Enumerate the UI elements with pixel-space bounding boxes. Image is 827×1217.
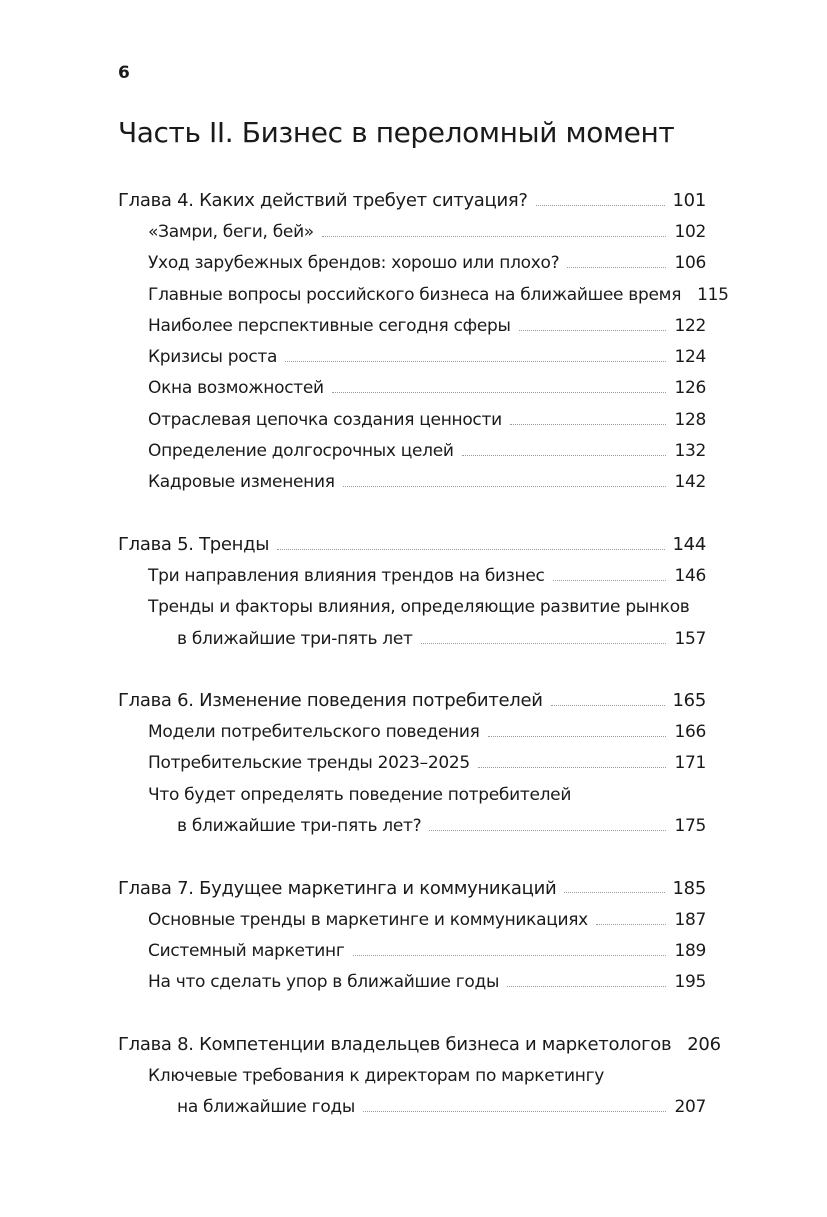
toc-entry-continuation[interactable]: [118, 623, 706, 654]
chapter-gap: [118, 842, 706, 873]
entry-label: Отраслевая цепочка создания ценности: [148, 409, 502, 430]
toc-entry-continuation[interactable]: [118, 1091, 706, 1122]
chapter-title: Глава 5. Тренды: [118, 534, 270, 556]
page-ref: 146: [674, 565, 706, 586]
toc-chapter-8[interactable]: [118, 1029, 721, 1060]
page-ref: 207: [674, 1097, 706, 1118]
toc-entry[interactable]: [118, 967, 706, 998]
dot-leader: [421, 643, 667, 644]
page-ref: 102: [674, 221, 706, 242]
dot-leader: [322, 236, 667, 237]
page-ref: 106: [674, 253, 706, 274]
page-ref: 157: [674, 628, 706, 649]
page-ref: 122: [674, 315, 706, 336]
dot-leader: [343, 486, 667, 487]
toc-entry[interactable]: [118, 467, 706, 498]
entry-label: Основные тренды в маркетинге и коммуникациях: [148, 909, 588, 930]
toc-entry[interactable]: [118, 248, 706, 279]
dot-leader: [564, 892, 664, 893]
dot-leader: [277, 549, 664, 550]
dot-leader: [332, 392, 667, 393]
page-number: 6: [118, 63, 130, 83]
chapter-gap: [118, 654, 706, 685]
dot-leader: [596, 924, 666, 925]
chapter-gap: [118, 998, 706, 1029]
dot-leader: [353, 955, 667, 956]
toc-entry[interactable]: [118, 279, 729, 310]
chapter-title: Глава 4. Каких действий требует ситуация?: [118, 190, 528, 212]
entry-label: Кризисы роста: [148, 347, 278, 368]
page-ref: 128: [674, 409, 706, 430]
dot-leader: [507, 986, 666, 987]
entry-label-continuation: на ближайшие годы: [177, 1097, 355, 1118]
toc-entry[interactable]: [118, 435, 706, 466]
part-title: Часть II. Бизнес в переломный момент: [118, 116, 675, 149]
entry-label: Системный маркетинг: [148, 940, 345, 961]
chapter-title: Глава 8. Компетенции владельцев бизнеса и маркетологов: [118, 1033, 672, 1055]
dot-leader: [462, 455, 667, 456]
entry-label: Три направления влияния трендов на бизнес: [148, 565, 545, 586]
page-ref: 126: [674, 378, 706, 399]
toc-entry[interactable]: [118, 592, 706, 623]
entry-label-continuation: в ближайшие три-пять лет: [177, 628, 413, 649]
toc-chapter-7[interactable]: [118, 873, 706, 904]
toc-chapter-6[interactable]: [118, 685, 706, 716]
dot-leader: [567, 267, 666, 268]
toc-entry[interactable]: [118, 216, 706, 247]
dot-leader: [488, 736, 667, 737]
page-ref: 187: [674, 909, 706, 930]
page-ref: 101: [672, 190, 706, 212]
table-of-contents: [118, 185, 729, 1123]
entry-label: Уход зарубежных брендов: хорошо или плохо?: [148, 253, 560, 274]
page-ref: 115: [697, 284, 729, 305]
entry-label: На что сделать упор в ближайшие годы: [148, 972, 500, 993]
dot-leader: [478, 767, 667, 768]
toc-entry[interactable]: [118, 373, 706, 404]
toc-entry[interactable]: [118, 779, 706, 810]
entry-label: Наиболее перспективные сегодня сферы: [148, 315, 511, 336]
page-ref: 165: [672, 690, 706, 712]
entry-label: Окна возможностей: [148, 378, 324, 399]
page-ref: 185: [672, 877, 706, 899]
toc-entry[interactable]: [118, 341, 706, 372]
dot-leader: [536, 205, 665, 206]
chapter-title: Глава 7. Будущее маркетинга и коммуникаций: [118, 877, 557, 899]
entry-label-continuation: в ближайшие три-пять лет?: [177, 815, 422, 836]
page-ref: 142: [674, 472, 706, 493]
toc-chapter-4[interactable]: [118, 185, 706, 216]
toc-entry[interactable]: [118, 560, 706, 591]
entry-label: Модели потребительского поведения: [148, 722, 480, 743]
toc-entry-continuation[interactable]: [118, 810, 706, 841]
toc-entry[interactable]: [118, 716, 706, 747]
toc-chapter-5[interactable]: [118, 529, 706, 560]
entry-label: Главные вопросы российского бизнеса на ближайшее время: [148, 284, 682, 305]
toc-entry[interactable]: [118, 904, 706, 935]
page-ref: 171: [674, 753, 706, 774]
dot-leader: [363, 1111, 666, 1112]
page-ref: 124: [674, 347, 706, 368]
page-ref: 206: [687, 1033, 721, 1055]
chapter-gap: [118, 498, 706, 529]
entry-label: Кадровые изменения: [148, 472, 335, 493]
entry-label: «Замри, беги, бей»: [148, 221, 314, 242]
toc-entry[interactable]: [118, 1060, 706, 1091]
page-ref: 175: [674, 815, 706, 836]
entry-label: Что будет определять поведение потребителей: [148, 784, 572, 805]
page-ref: 195: [674, 972, 706, 993]
entry-label: Определение долгосрочных целей: [148, 441, 454, 462]
dot-leader: [551, 705, 665, 706]
page-ref: 189: [674, 940, 706, 961]
page-ref: 144: [672, 534, 706, 556]
dot-leader: [519, 330, 667, 331]
toc-entry[interactable]: [118, 310, 706, 341]
chapter-title: Глава 6. Изменение поведения потребителей: [118, 690, 543, 712]
dot-leader: [510, 424, 667, 425]
page-ref: 132: [674, 441, 706, 462]
toc-entry[interactable]: [118, 748, 706, 779]
dot-leader: [553, 580, 667, 581]
toc-entry[interactable]: [118, 935, 706, 966]
entry-label: Ключевые требования к директорам по маркетингу: [148, 1065, 604, 1086]
entry-label: Потребительские тренды 2023–2025: [148, 753, 470, 774]
page-ref: 166: [674, 722, 706, 743]
toc-entry[interactable]: [118, 404, 706, 435]
dot-leader: [429, 830, 666, 831]
dot-leader: [285, 361, 666, 362]
entry-label: Тренды и факторы влияния, определяющие развитие рынков: [148, 597, 690, 618]
